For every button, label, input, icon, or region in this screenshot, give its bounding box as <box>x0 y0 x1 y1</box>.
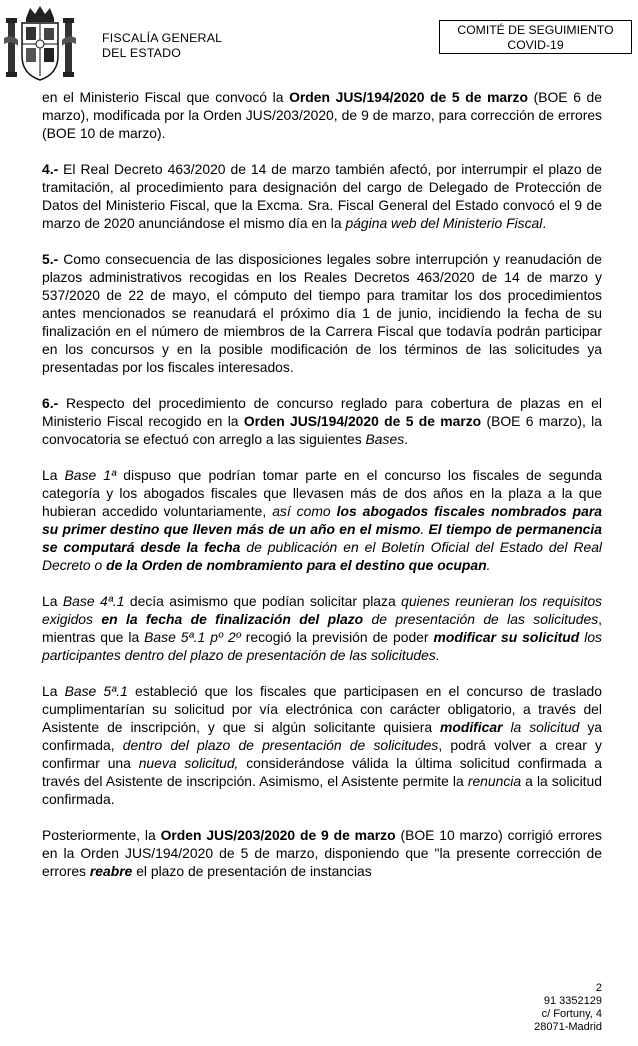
document-body <box>42 88 602 880</box>
text-span: recogió la previsión de poder <box>240 629 434 645</box>
text-span: (BOE 10 marzo) corrigió errores en la Orden JUS/194/2020 de 5 de marzo, disponiendo que "la presente corrección de errores <box>42 827 603 879</box>
italic-span: nueva solicitud, <box>138 755 239 771</box>
order-reference: Orden JUS/194/2020 de 5 de marzo <box>243 413 482 429</box>
org-line-1: FISCALÍA GENERAL <box>102 31 223 45</box>
page-header <box>0 0 638 88</box>
text-span: , mientras que la <box>42 611 603 645</box>
italic-span: quienes reunieran los requisitos exigidos <box>42 593 602 627</box>
italic-span: dentro del plazo de presentación de solicitudes <box>122 737 439 753</box>
bold-italic-span: reabre <box>89 863 133 879</box>
italic-span: renuncia <box>467 773 522 789</box>
bold-italic-span: de la Orden de nombramiento para el destino que ocupan <box>106 557 487 573</box>
order-reference: Orden JUS/194/2020 de 5 de marzo <box>289 89 528 105</box>
bold-italic-span: en la fecha de finalización del plazo <box>101 611 364 627</box>
italic-span: Bases <box>365 431 405 447</box>
paragraph-continuation <box>42 88 602 142</box>
bold-italic-span: modificar <box>440 719 503 735</box>
italic-span: de publicación en el Boletín Oficial del Estado del Real Decreto o <box>42 539 603 573</box>
italic-span: la solicitud <box>502 719 580 735</box>
paragraph-5 <box>42 250 602 376</box>
text-span: La <box>42 683 65 699</box>
bold-italic-span: El tiempo de permanencia se computará desde la fecha <box>42 521 602 555</box>
text-span: (BOE 6 de marzo), modificada por la Orden JUS/203/2020, de 9 de marzo, para corrección de errores (BOE 10 de marzo). <box>42 89 602 141</box>
paragraph-correction <box>42 826 602 880</box>
text-span: considerándose válida la última solicitud confirmada a través del Asistente de inscripción. Asimismo, el Asistente permite la <box>42 755 602 789</box>
text-span: La <box>42 593 63 609</box>
paragraph-4 <box>42 160 602 232</box>
paragraph-base-1 <box>42 466 602 574</box>
paragraph-base-5 <box>42 682 602 808</box>
text-span: decía asimismo que podían solicitar plaza <box>124 593 402 609</box>
committee-line-2: COVID-19 <box>507 38 564 52</box>
text-span: La <box>42 467 65 483</box>
italic-span: . <box>486 557 491 573</box>
text-span: Como consecuencia de las disposiciones legales sobre interrupción y reanudación de plazos administrativos recogidas en los Reales Decretos 463/2020 de 14 de marzo y 537/2020 de 22 de mayo, el cómputo del tiempo para tramitar los dos procedimientos antes mencionados se reanudará el próximo día 1 de junio, incidiendo la fecha de su finalización en el número de miembros de la Carrera Fiscal que todavía podrán participar en los concursos y en la posible modificación de los términos de las solicitudes ya presentadas por los fiscales interesados. <box>42 251 602 375</box>
text-span: , podrá volver a crear y confirmar una <box>42 737 602 771</box>
text-span: Posteriormente, la <box>42 827 161 843</box>
paragraph-base-4 <box>42 592 602 664</box>
text-span: en el Ministerio Fiscal que convocó la <box>42 89 290 105</box>
text-span: ya confirmada, <box>42 719 602 753</box>
page-footer <box>534 982 602 1034</box>
page-number: 2 <box>595 982 602 994</box>
bold-italic-span: modificar su solicitud <box>433 629 580 645</box>
text-span: Respecto del procedimiento de concurso reglado para cobertura de plazas en el Ministerio Fiscal recogido en la <box>42 395 602 429</box>
italic-span: Base 1ª <box>64 467 117 483</box>
text-span: a la solicitud confirmada. <box>42 773 602 807</box>
bold-italic-span: los abogados fiscales nombrados para su primer destino que lleven más de un año en el mismo <box>42 503 602 537</box>
text-span: El Real Decreto 463/2020 de 14 de marzo también afectó, por interrumpir el plazo de tramitación, al procedimiento para designación del cargo de Delegado de Protección de Datos del Ministerio Fiscal, que la Excma. Sra. Fiscal General del Estado convocó el 9 de marzo de 2020 anunciándose el mismo día en la <box>42 161 602 231</box>
paragraph-number: 6.- <box>42 395 59 411</box>
paragraph-number: 5.- <box>42 251 59 267</box>
text-span: (BOE 6 marzo), la convocatoria se efectuó con arreglo a las siguientes <box>42 413 602 447</box>
italic-span: así como <box>272 503 337 519</box>
italic-span: Base 5ª.1 <box>64 683 128 699</box>
committee-box <box>439 20 632 54</box>
phone-number: 91 3352129 <box>543 995 602 1007</box>
coat-of-arms-icon <box>4 4 76 82</box>
italic-span: Base 4ª.1 <box>62 593 125 609</box>
italic-span: de presentación de las solicitudes <box>363 611 599 627</box>
order-reference: Orden JUS/203/2020 de 9 de marzo <box>160 827 396 843</box>
text-span: estableció que los fiscales que participasen en el concurso de traslado cumplimentarían su solicitud por vía electrónica con carácter obligatorio, a través del Asistente de inscripción, y que si algún solicitante quisiera <box>42 683 602 735</box>
committee-line-1: COMITÉ DE SEGUIMIENTO <box>457 23 614 37</box>
text-span: . <box>404 431 409 447</box>
italic-span: los participantes dentro del plazo de presentación de las solicitudes. <box>42 629 603 663</box>
city-postal-code: 28071-Madrid <box>534 1021 602 1033</box>
italic-span: . <box>420 521 429 537</box>
street-address: c/ Fortuny, 4 <box>541 1008 602 1020</box>
org-line-2: DEL ESTADO <box>102 46 182 60</box>
text-span: dispuso que podrían tomar parte en el concurso los fiscales de segunda categoría y los abogados fiscales que llevasen más de dos años en la plaza a la que hubieran accedido voluntariamente, <box>42 467 603 519</box>
italic-span: Base 5ª.1 pº 2º <box>144 629 241 645</box>
text-span: . <box>542 215 547 231</box>
paragraph-number: 4.- <box>42 161 59 177</box>
paragraph-6 <box>42 394 602 448</box>
italic-span: página web del Ministerio Fiscal <box>345 215 543 231</box>
text-span: el plazo de presentación de instancias <box>132 863 372 879</box>
organization-name <box>102 31 222 61</box>
